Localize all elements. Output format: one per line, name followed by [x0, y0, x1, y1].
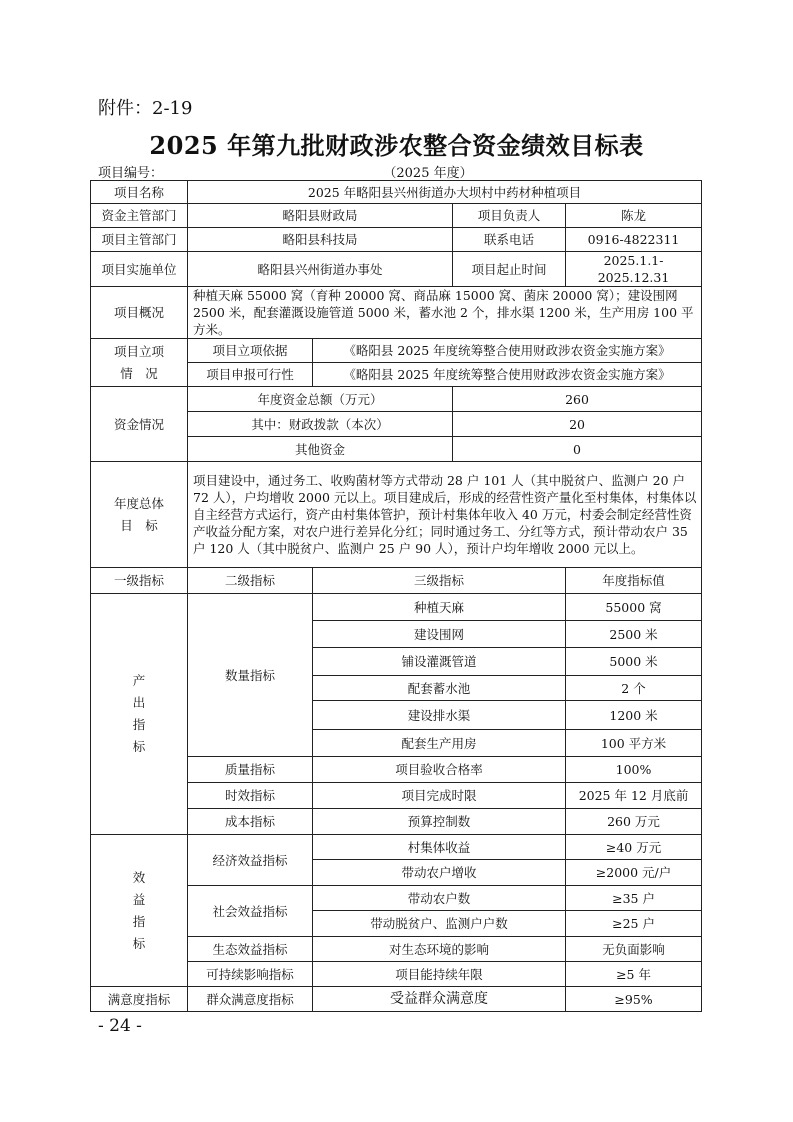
- output-char: 标: [132, 739, 146, 754]
- approval-label-line1: 项目立项: [113, 343, 164, 359]
- indicator-name: 带动农户增收: [313, 860, 566, 886]
- indicator-value: 100 平方米: [566, 730, 702, 757]
- annual-goal-label-line2: 目 标: [120, 517, 158, 533]
- indicator-value: ≥25 户: [566, 911, 702, 937]
- indicator-name: 带动农户数: [313, 886, 566, 911]
- feasibility-value: 《略阳县 2025 年度统筹整合使用财政涉农资金实施方案》: [313, 363, 702, 387]
- header-level2: 二级指标: [188, 568, 313, 594]
- indicator-name: 配套生产用房: [313, 730, 566, 757]
- indicator-value: 260 万元: [566, 809, 702, 835]
- output-char: 出: [132, 695, 146, 710]
- benefit-char: 标: [132, 935, 146, 951]
- phone-value: 0916-4822311: [566, 228, 702, 252]
- benefit-char: 效: [132, 869, 146, 885]
- row-annual-goal: [91, 462, 702, 568]
- indicator-row: [91, 835, 702, 860]
- page-number: - 24 -: [98, 1016, 142, 1036]
- row-approval-basis: [91, 339, 702, 363]
- benefit-indicator-label: [91, 835, 188, 987]
- funds-fiscal-value: 20: [453, 412, 702, 437]
- indicator-value: 2500 米: [566, 621, 702, 648]
- funds-label: 资金情况: [91, 387, 188, 462]
- project-number-label: 项目编号：: [98, 166, 164, 181]
- funds-total-value: 260: [453, 387, 702, 412]
- performance-table: [90, 180, 702, 1012]
- funds-other-value: 0: [453, 437, 702, 462]
- annual-goal-label: [91, 462, 188, 568]
- ecological-indicator-label: 生态效益指标: [188, 937, 313, 962]
- attachment-label: 附件：2-19: [98, 98, 193, 119]
- indicator-name: 项目能持续年限: [313, 962, 566, 987]
- row-project-name: [91, 181, 702, 204]
- header-annual-value: 年度指标值: [566, 568, 702, 594]
- output-indicator-label: [91, 594, 188, 835]
- approval-basis-value: 《略阳县 2025 年度统筹整合使用财政涉农资金实施方案》: [313, 339, 702, 363]
- header-level1: 一级指标: [91, 568, 188, 594]
- phone-label: 联系电话: [453, 228, 566, 252]
- indicator-name: 建设围网: [313, 621, 566, 648]
- project-dept-label: 项目主管部门: [91, 228, 188, 252]
- fund-dept-label: 资金主管部门: [91, 204, 188, 228]
- row-funds-total: [91, 387, 702, 412]
- benefit-char: 指: [132, 913, 146, 929]
- indicator-row: [91, 987, 702, 1012]
- project-name-label: 项目名称: [91, 181, 188, 204]
- row-impl-unit: [91, 252, 702, 287]
- annual-goal-label-line1: 年度总体: [113, 495, 164, 511]
- funds-fiscal-label: 其中：财政拨款（本次）: [188, 412, 453, 437]
- indicator-name: 配套蓄水池: [313, 676, 566, 701]
- approval-label-line2: 情 况: [120, 365, 158, 381]
- indicator-name: 铺设灌溉管道: [313, 648, 566, 676]
- impl-unit-label: 项目实施单位: [91, 252, 188, 287]
- indicator-value: 无负面影响: [566, 937, 702, 962]
- overview-label: 项目概况: [91, 287, 188, 339]
- row-indicator-header: [91, 568, 702, 594]
- satisfaction-indicator-label: 满意度指标: [91, 987, 188, 1012]
- cost-indicator-label: 成本指标: [188, 809, 313, 835]
- project-name-value: 2025 年略阳县兴州街道办大坝村中药材种植项目: [188, 181, 702, 204]
- row-project-dept: [91, 228, 702, 252]
- page-title: 2025 年第九批财政涉农整合资金绩效目标表: [149, 131, 644, 160]
- period-label: 项目起止时间: [453, 252, 566, 287]
- header-level3: 三级指标: [313, 568, 566, 594]
- fiscal-year: （2025 年度）: [383, 166, 473, 181]
- period-value: 2025.1.1-2025.12.31: [566, 252, 702, 287]
- approval-label: [91, 339, 188, 387]
- public-satisfaction-label: 群众满意度指标: [188, 987, 313, 1012]
- indicator-name: 建设排水渠: [313, 701, 566, 730]
- indicator-value: 55000 窝: [566, 594, 702, 621]
- annual-goal-value: 项目建设中，通过务工、收购菌材等方式带动 28 户 101 人（其中脱贫户、监测户 20 户 72 人），户均增收 2000 元以上。项目建成后，形成的经营性资产量化至村集体，村集体以自主经营方式运行，资产由村集体管护，预计村集体年收入 40 万元，村委会制定经营性资产收益分配方案，对农户进行差异化分红；同时通过务工、分红等方式，预计带动农户 35 户 120 人（其中脱贫户、监测户 25 户 90 人），预计户均年增收 2000 元以上。: [188, 462, 702, 568]
- approval-basis-label: 项目立项依据: [188, 339, 313, 363]
- sustainability-indicator-label: 可持续影响指标: [188, 962, 313, 987]
- output-char: 指: [132, 717, 146, 732]
- indicator-name: 村集体收益: [313, 835, 566, 860]
- funds-total-label: 年度资金总额（万元）: [188, 387, 453, 412]
- social-indicator-label: 社会效益指标: [188, 886, 313, 937]
- quantity-indicator-label: 数量指标: [188, 594, 313, 757]
- row-overview: [91, 287, 702, 339]
- indicator-value: ≥2000 元/户: [566, 860, 702, 886]
- indicator-name: 受益群众满意度: [313, 987, 566, 1012]
- indicator-name: 种植天麻: [313, 594, 566, 621]
- indicator-row: [91, 594, 702, 621]
- indicator-name: 项目验收合格率: [313, 757, 566, 783]
- overview-value: 种植天麻 55000 窝（育种 20000 窝、商品麻 15000 窝、菌床 20000 窝）；建设围网 2500 米，配套灌溉设施管道 5000 米，蓄水池 2 个，排水渠 1200 米，生产用房 100 平方米。: [188, 287, 702, 339]
- indicator-value: 2025 年 12 月底前: [566, 783, 702, 809]
- indicator-name: 带动脱贫户、监测户户数: [313, 911, 566, 937]
- feasibility-label: 项目申报可行性: [188, 363, 313, 387]
- economic-indicator-label: 经济效益指标: [188, 835, 313, 886]
- indicator-value: 2 个: [566, 676, 702, 701]
- indicator-value: 1200 米: [566, 701, 702, 730]
- manager-value: 陈龙: [566, 204, 702, 228]
- project-dept-value: 略阳县科技局: [188, 228, 453, 252]
- indicator-value: ≥35 户: [566, 886, 702, 911]
- indicator-value: 5000 米: [566, 648, 702, 676]
- row-fund-dept: [91, 204, 702, 228]
- indicator-name: 预算控制数: [313, 809, 566, 835]
- benefit-char: 益: [132, 891, 146, 907]
- fund-dept-value: 略阳县财政局: [188, 204, 453, 228]
- quality-indicator-label: 质量指标: [188, 757, 313, 783]
- indicator-value: ≥40 万元: [566, 835, 702, 860]
- indicator-value: 100%: [566, 757, 702, 783]
- indicator-value: ≥5 年: [566, 962, 702, 987]
- manager-label: 项目负责人: [453, 204, 566, 228]
- funds-other-label: 其他资金: [188, 437, 453, 462]
- impl-unit-value: 略阳县兴州街道办事处: [188, 252, 453, 287]
- meta-row: [98, 162, 698, 181]
- indicator-name: 项目完成时限: [313, 783, 566, 809]
- indicator-value: ≥95%: [566, 987, 702, 1012]
- output-char: 产: [132, 673, 146, 688]
- time-indicator-label: 时效指标: [188, 783, 313, 809]
- indicator-name: 对生态环境的影响: [313, 937, 566, 962]
